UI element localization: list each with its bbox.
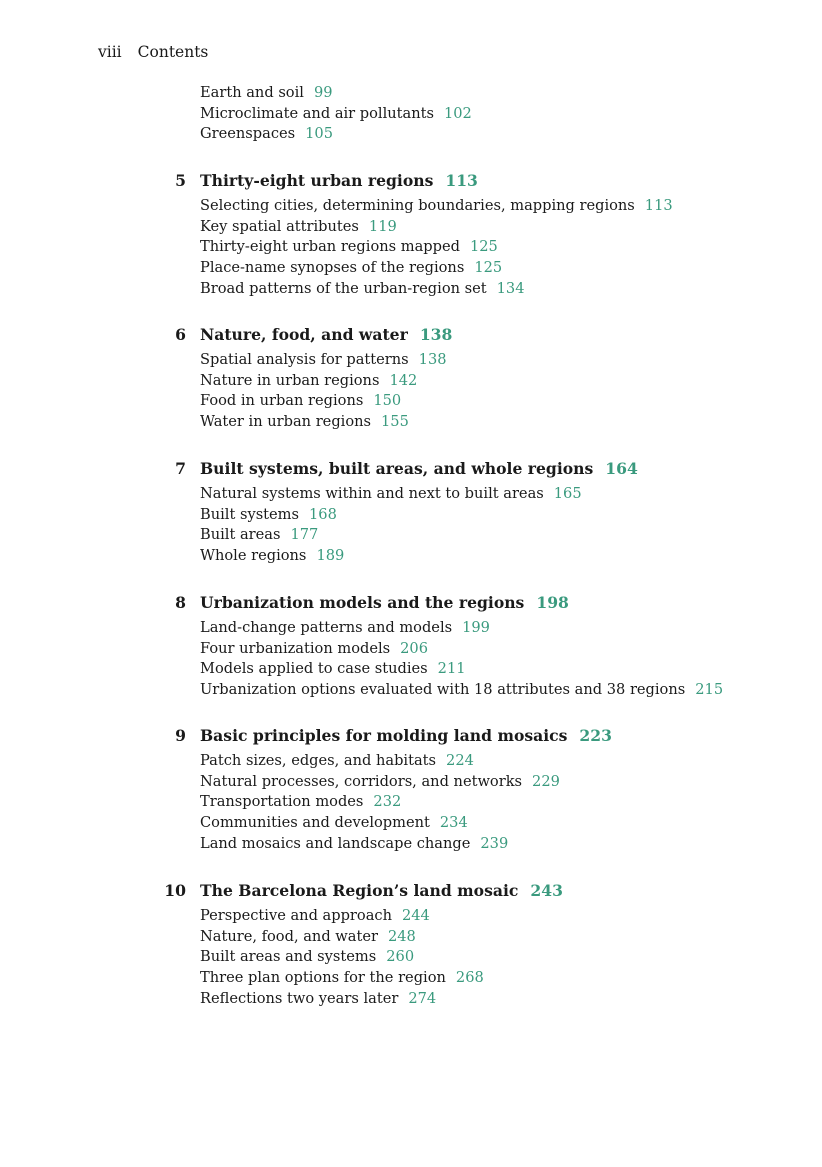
section-page-number: 125 <box>469 238 498 255</box>
section-title: Key spatial attributes <box>200 218 359 235</box>
section-title: Nature in urban regions <box>200 372 380 389</box>
running-header <box>98 43 208 61</box>
page-folio: viii <box>98 43 122 61</box>
toc-section-entry[interactable] <box>200 484 582 504</box>
toc-chapter-entry[interactable] <box>160 725 612 747</box>
toc-section-entry[interactable] <box>200 989 436 1009</box>
toc-section-entry[interactable] <box>200 371 417 391</box>
section-title: Urbanization options evaluated with 18 attributes and 38 regions <box>200 681 686 698</box>
section-page-number: 248 <box>387 928 416 945</box>
section-title: Water in urban regions <box>200 413 372 430</box>
section-title: Place-name synopses of the regions <box>200 259 465 276</box>
section-page-number: 165 <box>553 485 582 502</box>
toc-section-entry[interactable] <box>200 618 490 638</box>
toc-section-entry[interactable] <box>200 83 333 103</box>
section-title: Natural processes, corridors, and networks <box>200 773 523 790</box>
toc-section-entry[interactable] <box>200 813 468 833</box>
toc-section-entry[interactable] <box>200 906 430 926</box>
chapter-page-number: 164 <box>605 459 638 478</box>
section-title: Built systems <box>200 506 300 523</box>
toc-section-entry[interactable] <box>200 258 502 278</box>
section-page-number: 239 <box>480 835 509 852</box>
section-title: Models applied to case studies <box>200 660 428 677</box>
toc-section-entry[interactable] <box>200 124 333 144</box>
toc-section-entry[interactable] <box>200 772 560 792</box>
toc-chapter-entry[interactable] <box>160 458 638 480</box>
toc-section-entry[interactable] <box>200 751 474 771</box>
section-page-number: 102 <box>443 105 472 122</box>
section-title: Land-change patterns and models <box>200 619 453 636</box>
section-title: Perspective and approach <box>200 907 392 924</box>
toc-section-entry[interactable] <box>200 104 472 124</box>
section-page-number: 150 <box>373 392 402 409</box>
chapter-title: Urbanization models and the regions <box>200 593 525 612</box>
section-page-number: 142 <box>389 372 418 389</box>
section-title: Reflections two years later <box>200 990 399 1007</box>
toc-chapter-entry[interactable] <box>160 880 563 902</box>
toc-chapter-entry[interactable] <box>160 170 478 192</box>
section-page-number: 177 <box>290 526 319 543</box>
section-page-number: 206 <box>400 640 428 657</box>
running-title: Contents <box>137 43 209 61</box>
section-title: Broad patterns of the urban-region set <box>200 280 487 297</box>
chapter-number: 7 <box>175 459 186 478</box>
section-page-number: 244 <box>401 907 430 924</box>
section-page-number: 211 <box>437 660 466 677</box>
section-page-number: 215 <box>695 681 724 698</box>
toc-chapter-entry[interactable] <box>160 592 569 614</box>
chapter-page-number: 243 <box>530 881 563 900</box>
section-page-number: 134 <box>496 280 525 297</box>
section-page-number: 138 <box>418 351 447 368</box>
section-title: Spatial analysis for patterns <box>200 351 409 368</box>
section-title: Land mosaics and landscape change <box>200 835 471 852</box>
section-title: Communities and development <box>200 814 430 831</box>
section-title: Thirty-eight urban regions mapped <box>200 238 460 255</box>
section-title: Earth and soil <box>200 84 304 101</box>
section-page-number: 168 <box>309 506 337 523</box>
section-page-number: 274 <box>408 990 437 1007</box>
toc-section-entry[interactable] <box>200 834 508 854</box>
toc-section-entry[interactable] <box>200 927 416 947</box>
chapter-number: 9 <box>175 726 186 745</box>
toc-section-entry[interactable] <box>200 350 447 370</box>
toc-section-entry[interactable] <box>200 412 409 432</box>
section-title: Built areas and systems <box>200 948 377 965</box>
section-page-number: 113 <box>644 197 673 214</box>
section-page-number: 105 <box>305 125 333 142</box>
toc-section-entry[interactable] <box>200 792 401 812</box>
section-page-number: 119 <box>368 218 397 235</box>
section-title: Patch sizes, edges, and habitats <box>200 752 437 769</box>
section-title: Built areas <box>200 526 281 543</box>
section-title: Selecting cities, determining boundaries, mapping regions <box>200 197 635 214</box>
section-page-number: 234 <box>439 814 468 831</box>
chapter-page-number: 223 <box>579 726 612 745</box>
section-title: Microclimate and air pollutants <box>200 105 434 122</box>
toc-section-entry[interactable] <box>200 237 498 257</box>
section-page-number: 99 <box>313 84 333 101</box>
section-page-number: 268 <box>455 969 484 986</box>
chapter-number: 5 <box>175 171 186 190</box>
toc-section-entry[interactable] <box>200 639 428 659</box>
section-page-number: 199 <box>462 619 490 636</box>
toc-section-entry[interactable] <box>200 947 414 967</box>
section-title: Natural systems within and next to built areas <box>200 485 544 502</box>
chapter-page-number: 113 <box>445 171 478 190</box>
chapter-title: The Barcelona Region’s land mosaic <box>200 881 519 900</box>
chapter-title: Built systems, built areas, and whole regions <box>200 459 594 478</box>
section-title: Four urbanization models <box>200 640 391 657</box>
toc-section-entry[interactable] <box>200 196 673 216</box>
toc-chapter-entry[interactable] <box>160 324 452 346</box>
chapter-number: 6 <box>175 325 186 344</box>
section-page-number: 125 <box>474 259 503 276</box>
section-page-number: 189 <box>316 547 345 564</box>
section-page-number: 155 <box>381 413 409 430</box>
section-title: Transportation modes <box>200 793 364 810</box>
chapter-page-number: 138 <box>419 325 453 344</box>
toc-section-entry[interactable] <box>200 680 723 700</box>
section-title: Greenspaces <box>200 125 296 142</box>
toc-section-entry[interactable] <box>200 505 337 525</box>
toc-section-entry[interactable] <box>200 391 401 411</box>
section-page-number: 260 <box>386 948 415 965</box>
chapter-title: Nature, food, and water <box>200 325 408 344</box>
toc-section-entry[interactable] <box>200 217 397 237</box>
section-page-number: 229 <box>532 773 560 790</box>
section-title: Nature, food, and water <box>200 928 378 945</box>
chapter-title: Basic principles for molding land mosaics <box>200 726 568 745</box>
section-page-number: 232 <box>373 793 402 810</box>
toc-section-entry[interactable] <box>200 659 466 679</box>
section-title: Three plan options for the region <box>200 969 446 986</box>
chapter-title: Thirty-eight urban regions <box>200 171 434 190</box>
chapter-page-number: 198 <box>536 593 569 612</box>
section-title: Food in urban regions <box>200 392 364 409</box>
toc-section-entry[interactable] <box>200 525 318 545</box>
section-page-number: 224 <box>446 752 474 769</box>
toc-section-entry[interactable] <box>200 546 344 566</box>
toc-section-entry[interactable] <box>200 279 525 299</box>
chapter-number: 10 <box>164 881 186 900</box>
chapter-number: 8 <box>175 593 186 612</box>
toc-section-entry[interactable] <box>200 968 484 988</box>
section-title: Whole regions <box>200 547 307 564</box>
